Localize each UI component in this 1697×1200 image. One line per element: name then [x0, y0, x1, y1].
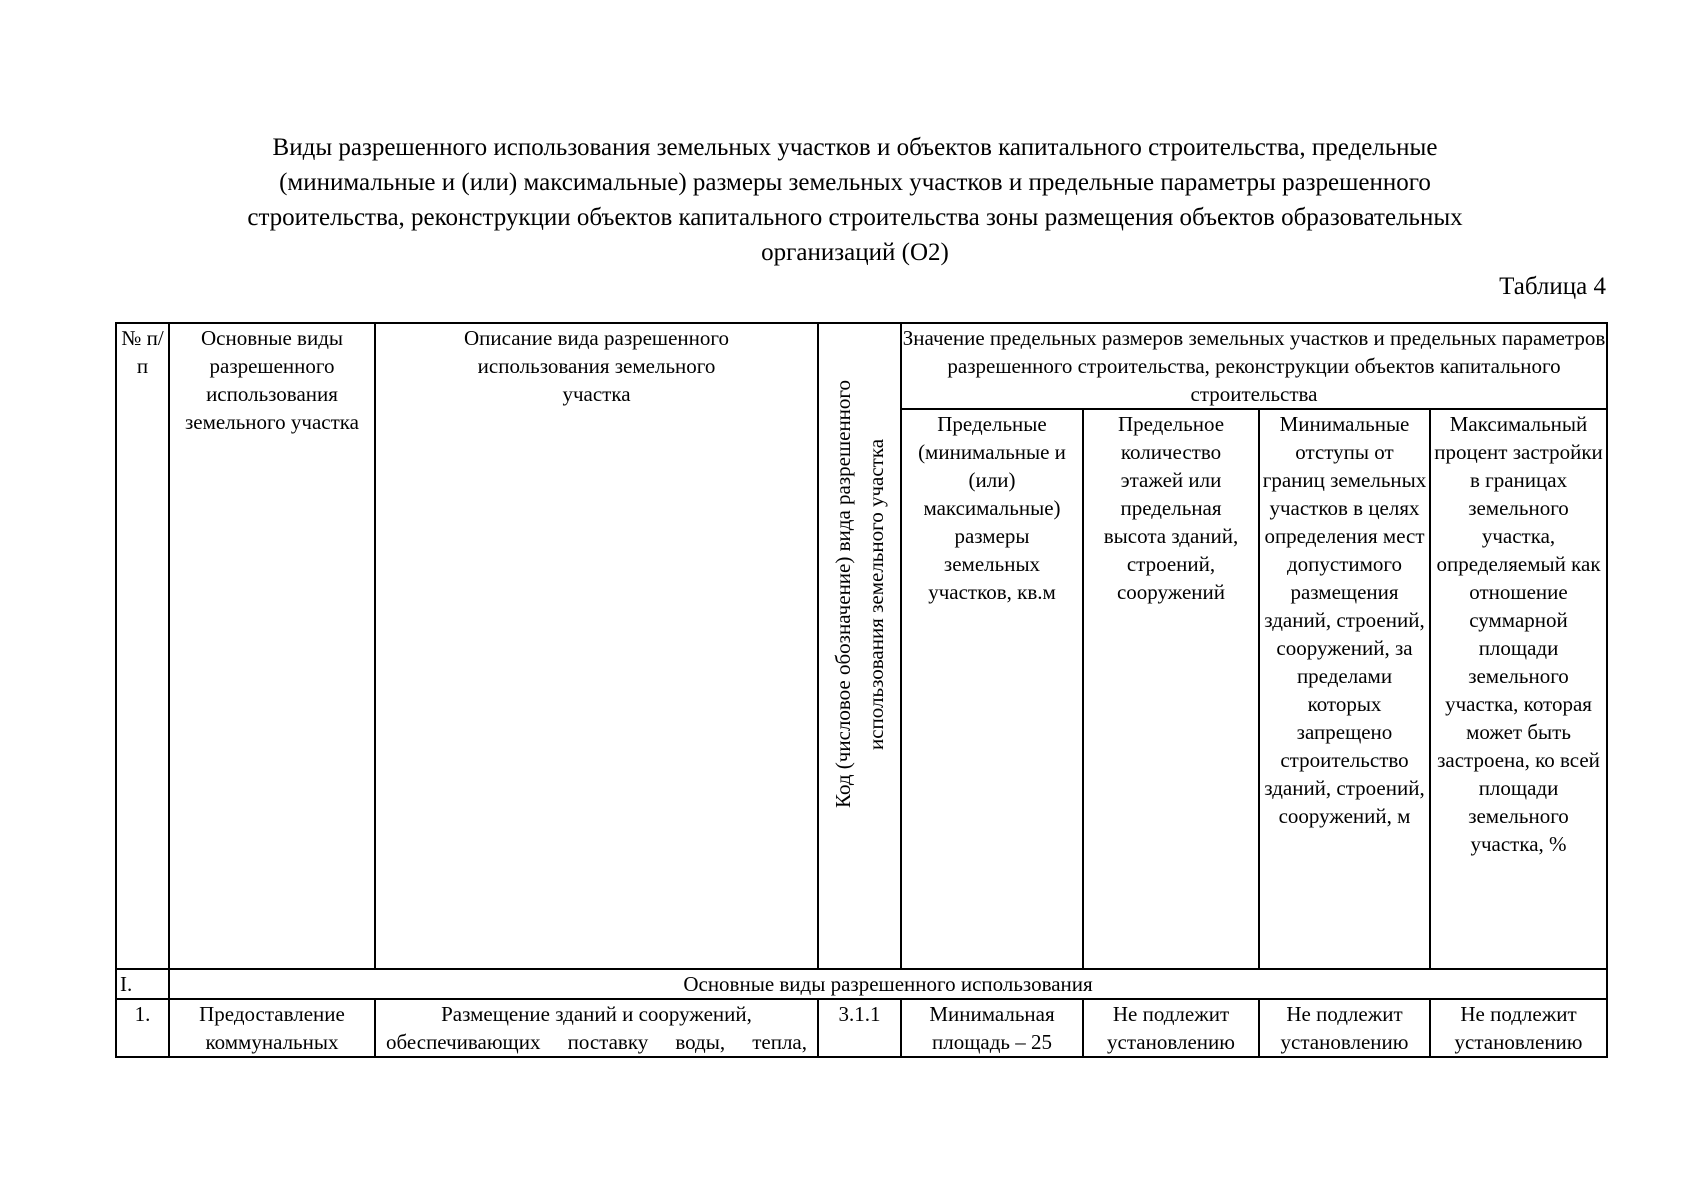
header-coverage: Максимальный процент застройки в границах земельного участка, определяемый как отношение суммарной площади земельного участка, которая может быть застроена, ко всей площади земельного участка, %: [1430, 409, 1607, 969]
header-code-text: Код (числовое обозначение) вида разрешенного использования земельного участка: [830, 380, 888, 809]
zoning-table: [115, 322, 1608, 1058]
title-line: строительства, реконструкции объектов капитального строительства зоны размещения объектов образовательных: [247, 204, 1463, 231]
document-title: [140, 130, 1570, 270]
section-num: I.: [116, 969, 169, 999]
row-setbacks: Не подлежит установлению: [1259, 999, 1430, 1057]
section-row: [116, 969, 1607, 999]
row-plot-sizes: Минимальная площадь – 25: [901, 999, 1083, 1057]
row-coverage: Не подлежит установлению: [1430, 999, 1607, 1057]
table-row: [116, 999, 1607, 1057]
header-description: Описание вида разрешенного использования земельного участка: [375, 323, 818, 969]
header-params-group: Значение предельных размеров земельных участков и предельных параметров разрешенного строительства, реконструкции объектов капитального строительства: [901, 323, 1607, 409]
title-line: организаций (О2): [761, 239, 949, 266]
header-code: [818, 323, 901, 969]
header-floors: Предельное количество этажей или предельная высота зданий, строений, сооружений: [1083, 409, 1259, 969]
header-setbacks: Минимальные отступы от границ земельных участков в целях определения мест допустимого размещения зданий, строений, сооружений, за пределами которых запрещено строительство зданий, строений, сооружений, м: [1259, 409, 1430, 969]
header-num: № п/п: [116, 323, 169, 969]
header-main-types: Основные виды разрешенного использования земельного участка: [169, 323, 375, 969]
row-num: 1.: [116, 999, 169, 1057]
row-code: 3.1.1: [818, 999, 901, 1057]
table-number: Таблица 4: [1499, 273, 1606, 300]
row-description: Размещение зданий и сооружений, обеспечивающих поставку воды, тепла,: [375, 999, 818, 1057]
row-floors: Не подлежит установлению: [1083, 999, 1259, 1057]
title-line: Виды разрешенного использования земельных участков и объектов капитального строительства, предельные: [272, 134, 1438, 161]
header-plot-sizes: Предельные (минимальные и (или) максимальные) размеры земельных участков, кв.м: [901, 409, 1083, 969]
row-type: Предоставление коммунальных: [169, 999, 375, 1057]
title-line: (минимальные и (или) максимальные) размеры земельных участков и предельные параметры разрешенного: [279, 169, 1431, 196]
section-title: Основные виды разрешенного использования: [169, 969, 1607, 999]
